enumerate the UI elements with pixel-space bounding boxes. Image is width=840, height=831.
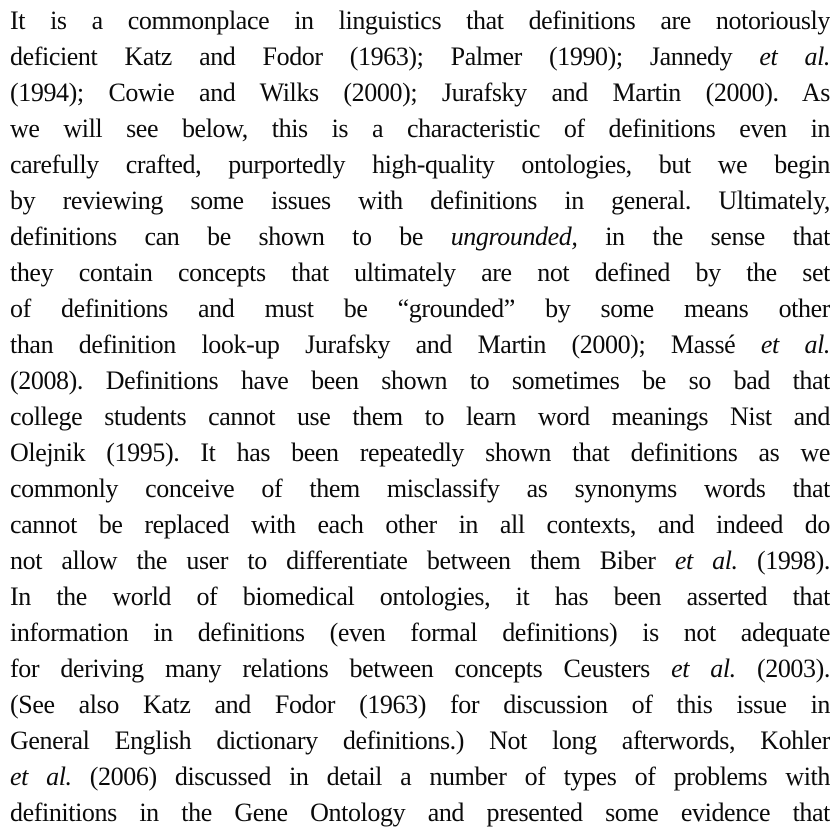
italic-text-run: et al. [671, 654, 736, 683]
text-line [10, 327, 830, 363]
text-line [10, 75, 830, 111]
text-line [10, 507, 830, 543]
text-run: It is a commonplace in linguistics that definitions are notoriously [10, 6, 830, 35]
text-run: than definition look-up Jurafsky and Martin (2000); Massé [10, 330, 761, 359]
text-line [10, 579, 830, 615]
text-line [10, 291, 830, 327]
text-line [10, 255, 830, 291]
text-run: deficient Katz and Fodor (1963); Palmer (1990); Jannedy [10, 42, 760, 71]
text-run: by reviewing some issues with definitions in general. Ultimately, [10, 186, 830, 215]
text-line [10, 219, 830, 255]
text-line [10, 363, 830, 399]
text-run: cannot be replaced with each other in all contexts, and indeed do [10, 510, 830, 539]
text-line [10, 111, 830, 147]
text-line [10, 39, 830, 75]
text-line [10, 147, 830, 183]
text-run: information in definitions (even formal definitions) is not adequate [10, 618, 830, 647]
text-run: (See also Katz and Fodor (1963) for discussion of this issue in [10, 690, 830, 719]
text-line [10, 795, 830, 831]
text-run: for deriving many relations between concepts Ceusters [10, 654, 672, 683]
italic-text-run: et al. [759, 42, 830, 71]
text-run: definitions in the Gene Ontology and presented some evidence that [10, 798, 830, 827]
text-line [10, 543, 830, 579]
text-run: Olejnik (1995). It has been repeatedly shown that definitions as we [10, 438, 830, 467]
text-run: (1994); Cowie and Wilks (2000); Jurafsky and Martin (2000). As [10, 78, 830, 107]
text-run: commonly conceive of them misclassify as synonyms words that [10, 474, 830, 503]
italic-text-run: et al. [760, 330, 830, 359]
text-line [10, 651, 830, 687]
text-run: (2003). [735, 654, 830, 683]
text-line [10, 435, 830, 471]
italic-text-run: ungrounded, [450, 222, 578, 251]
text-run: we will see below, this is a characteristic of definitions even in [10, 114, 830, 143]
text-line [10, 183, 830, 219]
text-line [10, 399, 830, 435]
text-line [10, 687, 830, 723]
text-line [10, 471, 830, 507]
text-run: carefully crafted, purportedly high-quality ontologies, but we begin [10, 150, 830, 179]
text-run: in the sense that [577, 222, 830, 251]
text-line [10, 615, 830, 651]
text-run: In the world of biomedical ontologies, it has been asserted that [10, 582, 830, 611]
italic-text-run: et al. [674, 546, 738, 575]
text-run: they contain concepts that ultimately are not defined by the set [10, 258, 830, 287]
text-run: college students cannot use them to learn word meanings Nist and [10, 402, 830, 431]
text-run: (1998). [737, 546, 830, 575]
text-run: General English dictionary definitions.) Not long afterwords, Kohler [10, 726, 830, 755]
text-run: of definitions and must be “grounded” by some means other [10, 294, 830, 323]
text-line [10, 723, 830, 759]
text-run: definitions can be shown to be [10, 222, 451, 251]
text-line [10, 759, 830, 795]
text-run: not allow the user to differentiate between them Biber [10, 546, 675, 575]
text-line [10, 3, 830, 39]
italic-text-run: et al. [10, 762, 72, 791]
text-run: (2006) discussed in detail a number of types of problems with [71, 762, 830, 791]
text-run: (2008). Definitions have been shown to sometimes be so bad that [10, 366, 830, 395]
